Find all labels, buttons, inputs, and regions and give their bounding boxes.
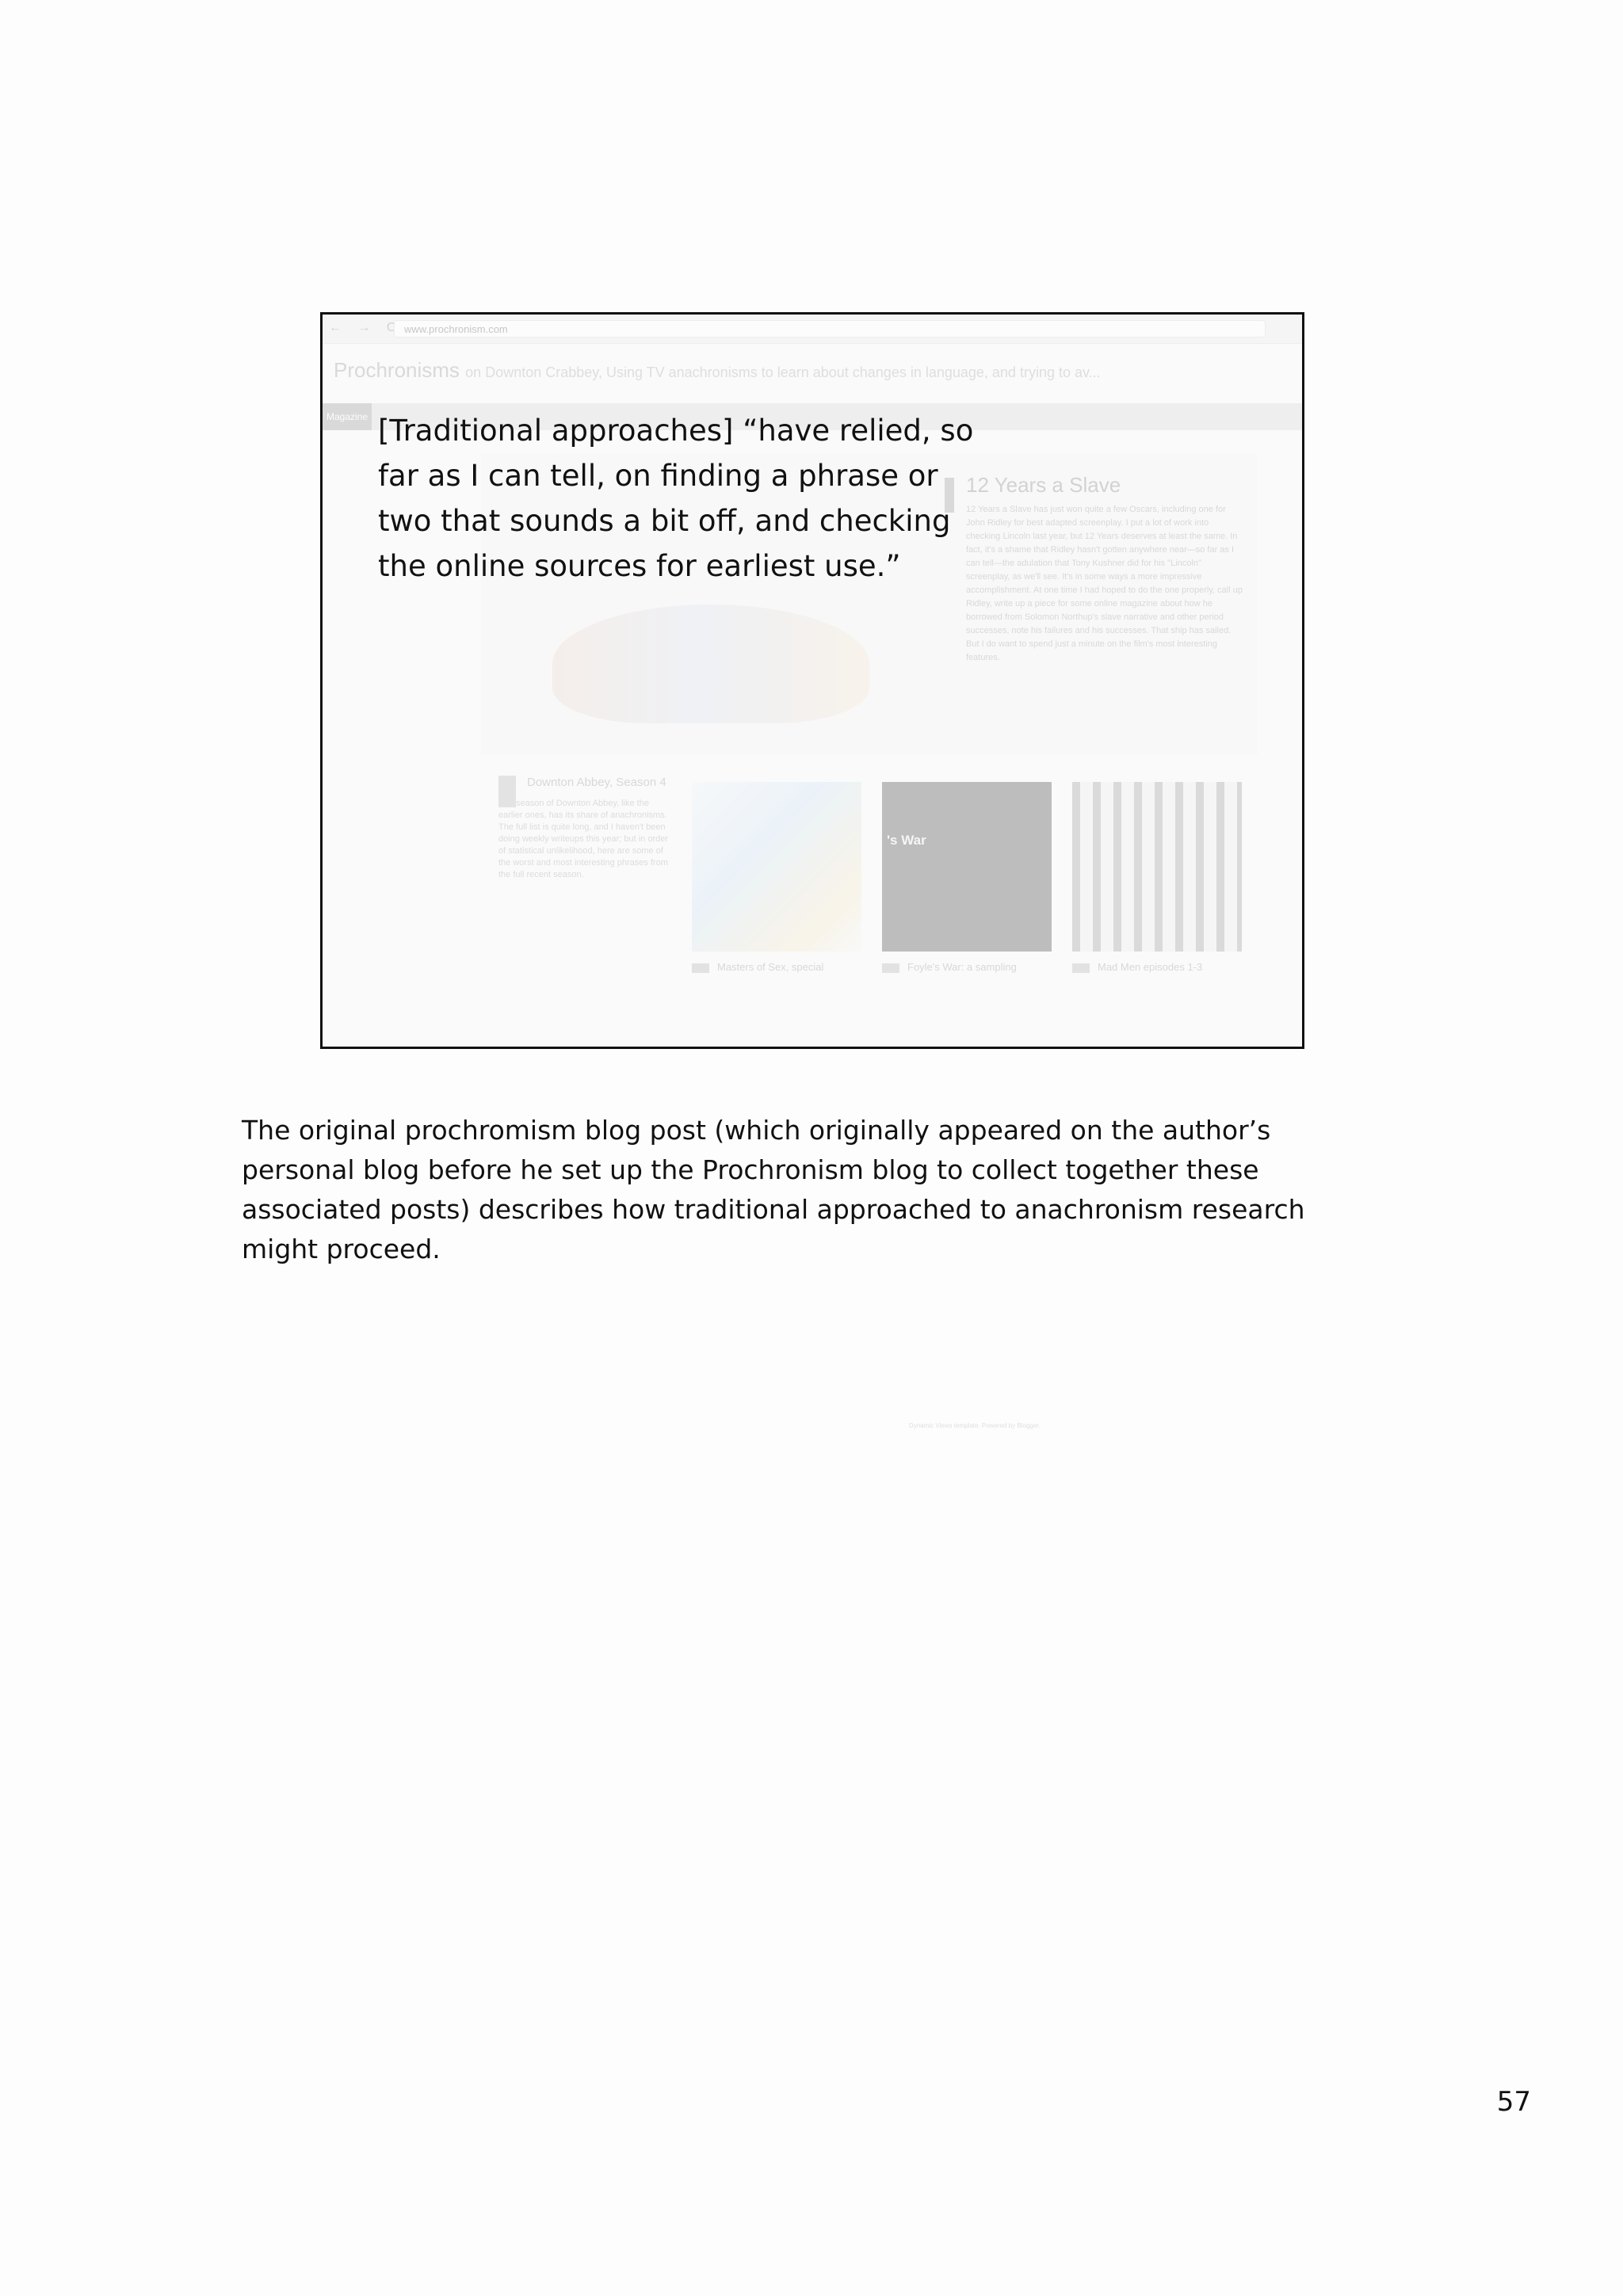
- image-tile-foyles-war: [882, 782, 1052, 952]
- tile-title: Downton Abbey, Season 4: [527, 776, 666, 789]
- blog-tagline: on Downton Crabbey, Using TV anachronisms to learn about changes in language, and trying to av...: [465, 364, 1101, 380]
- tile-caption: Masters of Sex, special: [692, 961, 823, 973]
- image-tile-mad-men: [1072, 782, 1242, 952]
- tile-overlay-text: 's War: [887, 833, 926, 848]
- featured-post-title: 12 Years a Slave: [966, 473, 1121, 497]
- url-bar: www.prochronism.com: [394, 320, 1266, 338]
- date-marker: [692, 963, 709, 973]
- caption-paragraph: The original prochromism blog post (which originally appeared on the author’s personal blog before he set up the Prochronism blog to collect together these associated posts) describes how traditional approached to anachronism research might proceed.: [242, 1115, 1305, 1264]
- blog-footer: Dynamic Views template. Powered by Blogger.: [909, 1422, 1041, 1429]
- featured-post-body: 12 Years a Slave has just won quite a few Oscars, including one for John Ridley for best adapted screenplay. I put a lot of work into checking Lincoln last year, but 12 Years deserves at least the same. In fact, it's a shame that Ridley hasn't gotten anywhere near—so far as I can tell—the adulation that Tony Kushner did for his "Lincoln" screenplay, as we'll see. It's in some ways a more impressive accomplishment. At one time I had hoped to do the one properly, call up Ridley, write up a piece for some online magazine about how he borrowed from Solomon Northup's slave narrative and other period successes, note his failures and his successes. That ship has sailed. But I do want to spend just a minute on the film's most interesting features.: [966, 505, 1243, 662]
- blog-name: Prochronisms: [334, 358, 460, 382]
- image-tile-chart: [692, 782, 861, 952]
- browser-nav-buttons: ← → C: [329, 321, 403, 334]
- date-marker: [1072, 963, 1090, 973]
- date-marker: [498, 776, 516, 807]
- browser-toolbar: [323, 315, 1302, 344]
- tile-caption: Foyle's War: a sampling: [882, 961, 1017, 973]
- magazine-tab: Magazine: [323, 403, 372, 430]
- featured-chart-image: [552, 605, 869, 723]
- tile-body: The season of Downton Abbey, like the earlier ones, has its share of anachronisms. The full list is quite long, and I haven't been doing weekly writeups this year; but in order of statistical unlikelihood, here are some of the worst and most interesting phrases from the full recent season.: [498, 799, 668, 879]
- text-post-tile: [498, 776, 673, 881]
- tile-caption: Mad Men episodes 1-3: [1072, 961, 1202, 973]
- date-marker: [882, 963, 899, 973]
- page-number: 57: [1496, 2086, 1531, 2118]
- quote-text: [Traditional approaches] “have relied, so far as I can tell, on finding a phrase or two that sounds a bit off, and checking the online sources for earliest use.”: [378, 414, 974, 583]
- blog-header: [323, 346, 1302, 394]
